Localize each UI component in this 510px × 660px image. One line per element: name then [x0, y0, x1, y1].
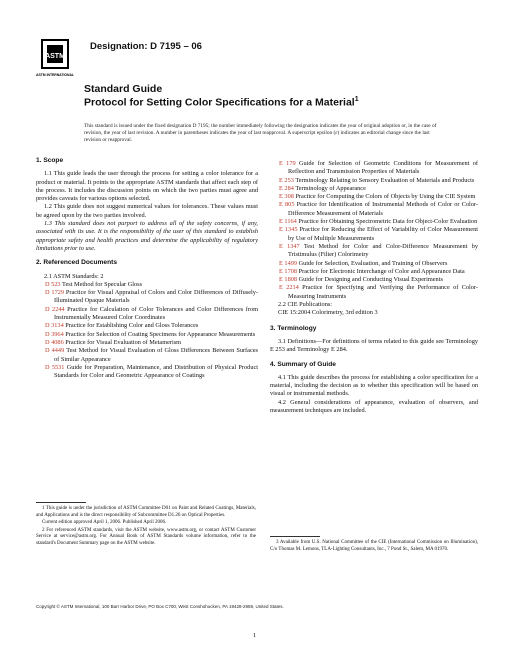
reference-link[interactable]: E 1164	[279, 218, 297, 226]
reference-link[interactable]: E 308	[279, 193, 294, 201]
reference-link[interactable]: E 1345	[279, 226, 298, 234]
reference-title: Practice for Electronic Interchange of Color and Appearance Data	[298, 267, 465, 275]
right-column	[270, 160, 478, 415]
reference-item	[36, 306, 258, 323]
reference-title: Guide for Designing and Conducting Visual Experiments	[298, 276, 443, 284]
footnote-rule	[36, 502, 86, 503]
designation: Designation: D 7195 – 06	[90, 41, 202, 52]
reference-item	[36, 331, 258, 339]
reference-link[interactable]: E 179	[279, 160, 296, 167]
reference-link[interactable]: E 2214	[279, 284, 299, 292]
reference-item	[36, 281, 258, 289]
reference-item	[270, 268, 478, 276]
scope-1-3: 1.3 This standard does not purport to address all of the safety concerns, if any, associated with its use. It is the responsibility of the user of this standard to establish appropriate safety and health practices and determine the applicability of regulatory limitations prior to use.	[36, 220, 258, 252]
reference-item	[270, 284, 478, 301]
summary-4-1: 4.1 This guide describes the process for establishing a color specification for a material, including the decision as to whether this specification will be based on visual or instrumental methods.	[270, 373, 478, 398]
astm-logo	[36, 38, 74, 80]
terminology-3-1: 3.1 Definitions—For definitions of terms related to this guide see Terminology E 253 and Terminology E 284.	[270, 337, 478, 354]
reference-title: Practice for Identification of Instrumental Methods of Color or Color-Difference Measurement of Materials	[288, 201, 479, 217]
reference-item	[270, 226, 478, 243]
reference-title: Practice for Establishing Color and Gloss Tolerances	[65, 322, 199, 330]
reference-link[interactable]: D 1729	[45, 289, 65, 297]
scope-heading: 1. Scope	[36, 157, 64, 164]
reference-title: Practice for Calculation of Color Tolerances and Color Differences from Instrumentally Measured Color Coordinates	[54, 305, 258, 322]
reference-title: Practice for Reducing the Effect of Variability of Color Measurement by Use of Multiple Measurements	[288, 226, 479, 242]
reference-title: Practice for Visual Evaluation of Metamerism	[65, 338, 182, 346]
left-footnotes	[36, 500, 256, 549]
reference-item	[36, 364, 258, 381]
reference-link[interactable]: D 3134	[45, 322, 64, 330]
footnote-3: 3 Available from U.S. National Committee of the CIE (International Commission on Illumination), C/o Thomas M. Lemons, TLA-Lighting Consultants, Inc., 7 Pond St., Salem, MA 01970.	[270, 540, 478, 552]
document-title: Protocol for Setting Color Specifications for a Material$^1$	[84, 96, 359, 109]
scope-1-2: 1.2 This guide does not suggest numerical values for tolerances. These values must be agreed upon by the two parties involved.	[36, 203, 258, 219]
reference-title: Practice for Obtaining Spectrometric Data for Object-Color Evaluation	[298, 218, 478, 226]
reference-item	[270, 243, 478, 260]
reference-link[interactable]: D 3964	[45, 330, 64, 338]
reference-item	[270, 160, 478, 177]
copyright-notice: Copyright © ASTM International, 100 Barr Harbor Drive, PO Box C700, West Conshohocken, PA 19428-2959, United States.	[36, 604, 284, 609]
reference-item	[36, 347, 258, 364]
footnote-1-edition: Current edition approved April 1, 2006. Published April 2006.	[42, 520, 167, 526]
reference-title: Guide for Selection, Evaluation, and Training of Observers	[298, 259, 448, 267]
reference-link[interactable]: D 4449	[45, 347, 65, 355]
reference-title: Guide for Preparation, Maintenance, and Distribution of Physical Product Standards for Color and Geometric Appearance of Coatings	[54, 363, 259, 380]
reference-link[interactable]: D 5531	[45, 363, 65, 371]
footnote-rule	[270, 536, 320, 537]
issuance-notice: This standard is issued under the fixed designation D 7195; the number immediately following the designation indicates the year of original adoption or, in the case of revision, the year of last revision. A number in parentheses indicates the year of last reapproval. A superscript epsilon (ε) indicates an editorial change since the last revision or reapproval.	[84, 123, 437, 144]
right-reference-list	[270, 160, 478, 301]
document-kind: Standard Guide	[84, 83, 163, 95]
title-footnote-mark: 1	[354, 96, 359, 103]
reference-item	[36, 339, 258, 347]
reference-item	[270, 193, 478, 201]
reference-item	[270, 260, 478, 268]
reference-link[interactable]: D 523	[45, 280, 61, 288]
reference-title: Guide for Selection of Geometric Conditions for Measurement of Reflection and Transmission Properties of Materials	[288, 160, 479, 176]
reference-link[interactable]: E 1808	[279, 276, 298, 284]
reference-link[interactable]: E 1499	[279, 259, 298, 267]
reference-title: Practice for Computing the Colors of Objects by Using the CIE System	[295, 193, 476, 201]
reference-item	[270, 177, 478, 185]
referenced-heading: 2. Referenced Documents	[36, 259, 117, 267]
terminology-heading: 3. Terminology	[270, 324, 317, 332]
reference-title: Terminology of Appearance	[295, 184, 366, 192]
cie-subheading: 2.2 CIE Publications:	[278, 301, 333, 309]
reference-link[interactable]: E 284	[279, 184, 294, 192]
svg-text:ASTM: ASTM	[45, 53, 65, 60]
reference-title: Test Method for Visual Evaluation of Gloss Differences Between Surfaces of Similar Appearance	[54, 347, 258, 363]
summary-4-2: 4.2 General considerations of appearance, evaluation of observers, and measurement techniques are included.	[270, 398, 478, 415]
reference-title: Practice for Selection of Coating Specimens for Appearance Measurements	[65, 330, 256, 338]
reference-item	[270, 201, 478, 218]
reference-title: Terminology Relating to Sensory Evaluation of Materials and Products	[295, 176, 475, 184]
left-reference-list	[36, 281, 258, 381]
reference-link[interactable]: D 4086	[45, 338, 64, 346]
reference-item	[270, 276, 478, 284]
left-column	[36, 157, 258, 380]
reference-link[interactable]: E 253	[279, 176, 294, 184]
svg-text:ASTM INTERNATIONAL: ASTM INTERNATIONAL	[36, 73, 74, 77]
reference-item	[270, 185, 478, 193]
reference-link[interactable]: E 805	[279, 201, 295, 209]
reference-item	[36, 322, 258, 330]
footnote-2: 2 For referenced ASTM standards, visit the ASTM website, www.astm.org, or contact ASTM Customer Service at service@astm.org. For Annual Book of ASTM Standards volume information, refer to the standard's Document Summary page on the ASTM website.	[36, 527, 256, 546]
astm-standards-subheading: 2.1 ASTM Standards: 2	[44, 272, 104, 280]
cie-publication: CIE 15:2004 Colorimetry, 3rd edition 3	[278, 309, 378, 317]
page-number: 1	[253, 632, 257, 639]
right-footnotes	[270, 534, 478, 554]
reference-link[interactable]: E 1347	[279, 242, 300, 250]
summary-heading: 4. Summary of Guide	[270, 360, 336, 368]
reference-link[interactable]: E 1708	[279, 267, 298, 275]
reference-item	[270, 218, 478, 226]
reference-link[interactable]: D 2244	[45, 305, 65, 313]
reference-title: Practice for Visual Appraisal of Colors and Color Differences of Diffusely-Illuminated Opaque Materials	[54, 289, 258, 305]
reference-title: Test Method for Color and Color-Difference Measurement by Tristimulus (Filter) Colorimetry	[288, 242, 478, 259]
reference-title: Test Method for Specular Gloss	[62, 280, 143, 288]
reference-item	[36, 289, 258, 306]
scope-1-1: 1.1 This guide leads the user through the process for setting a color tolerance for a product or material. It points to the appropriate ASTM standards that affect each step of the process. It includes the discussion points on which the two parties must agree and provides caveats for various options selected.	[36, 170, 258, 203]
footnote-1: 1 This guide is under the jurisdiction of ASTM Committee D01 on Paint and Related Coatings, Materials, and Applications and is the direct responsibility of Subcommittee D1.26 on Optical Properties.	[36, 506, 256, 518]
reference-title: Practice for Specifying and Verifying the Performance of Color-Measuring Instruments	[288, 284, 479, 300]
